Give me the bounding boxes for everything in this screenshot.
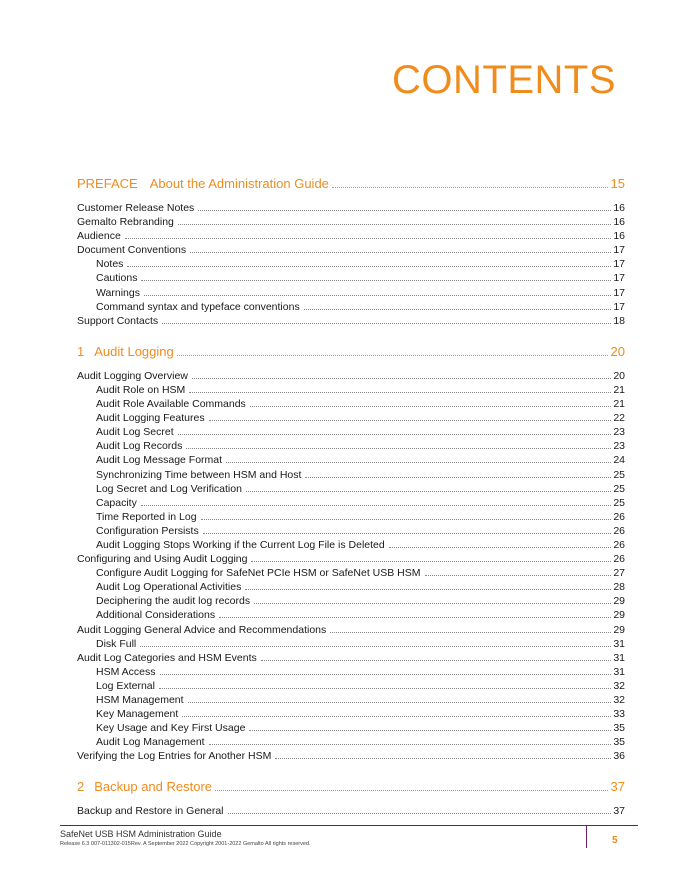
footer-rule — [60, 825, 638, 826]
chapter-number: 1 — [77, 343, 85, 359]
toc-entry[interactable] — [77, 201, 625, 215]
dot-leader — [141, 505, 611, 506]
toc-entry[interactable] — [77, 257, 625, 271]
toc-entry[interactable] — [77, 679, 625, 693]
dot-leader — [254, 603, 611, 604]
toc-entry-label: Gemalto Rebranding — [77, 216, 174, 229]
toc-entry[interactable] — [77, 804, 625, 818]
dot-leader — [215, 790, 608, 791]
dot-leader — [249, 730, 611, 731]
toc-entry-label: Backup and Restore in General — [77, 805, 224, 818]
toc-entry[interactable] — [77, 482, 625, 496]
toc-entry-page: 31 — [613, 637, 625, 650]
toc-entry-page: 16 — [613, 230, 625, 243]
toc-entry-page: 17 — [613, 258, 625, 271]
toc-entry[interactable] — [77, 665, 625, 679]
dot-leader — [190, 252, 611, 253]
toc-entry-page: 21 — [613, 398, 625, 411]
toc-entry-label: Warnings — [96, 286, 140, 299]
chapter-page-number: 15 — [610, 176, 625, 191]
toc-entry[interactable] — [77, 397, 625, 411]
toc-entry[interactable] — [77, 453, 625, 467]
dot-leader — [201, 519, 612, 520]
dot-leader — [189, 392, 611, 393]
toc-entry-page: 28 — [613, 581, 625, 594]
dot-leader — [178, 224, 611, 225]
toc-entry-label: Deciphering the audit log records — [96, 595, 251, 608]
toc-entry-label: Audit Logging Features — [96, 412, 205, 425]
toc-entry-page: 27 — [613, 567, 625, 580]
toc-entry-page: 24 — [613, 454, 625, 467]
toc-entry-label: Audit Logging General Advice and Recommendations — [77, 623, 327, 636]
toc-entry-page: 17 — [613, 244, 625, 257]
dot-leader — [177, 355, 608, 356]
toc-entry[interactable] — [77, 637, 625, 651]
toc-entry-page: 26 — [613, 524, 625, 537]
toc-entry-page: 31 — [613, 665, 625, 678]
toc-entry-label: Configuring and Using Audit Logging — [77, 553, 248, 566]
toc-entry-label: Audit Role on HSM — [96, 383, 186, 396]
toc-entry-label: Document Conventions — [77, 244, 187, 257]
toc-entry[interactable] — [77, 300, 625, 314]
toc-entry-page: 32 — [613, 679, 625, 692]
dot-leader — [209, 420, 612, 421]
dot-leader — [228, 813, 612, 814]
toc-entry-label: Synchronizing Time between HSM and Host — [96, 468, 302, 481]
toc-entry[interactable] — [77, 243, 625, 257]
toc-entry[interactable] — [77, 651, 625, 665]
footer-doc-title: SafeNet USB HSM Administration Guide — [60, 829, 222, 839]
toc-entry-page: 25 — [613, 482, 625, 495]
chapter-title: Backup and Restore — [94, 779, 213, 795]
dot-leader — [246, 491, 611, 492]
toc-entry-page: 25 — [613, 468, 625, 481]
toc-entry[interactable] — [77, 496, 625, 510]
toc-entry-page: 26 — [613, 538, 625, 551]
toc-entry-label: Audit Role Available Commands — [96, 398, 246, 411]
dot-leader — [125, 238, 612, 239]
dot-leader — [251, 561, 611, 562]
toc-entry-page: 33 — [613, 708, 625, 721]
toc-entry-page: 35 — [613, 736, 625, 749]
toc-entry-page: 23 — [613, 426, 625, 439]
toc-entry[interactable] — [77, 566, 625, 580]
toc-entry[interactable] — [77, 271, 625, 285]
toc-entry[interactable] — [77, 510, 625, 524]
toc-entry-label: Audit Logging Stops Working if the Current Log File is Deleted — [96, 538, 385, 551]
toc-entry-label: Command syntax and typeface conventions — [96, 300, 300, 313]
dot-leader — [160, 674, 612, 675]
toc-entry-label: Disk Full — [96, 637, 137, 650]
toc-entry-label: Time Reported in Log — [96, 510, 197, 523]
toc-entry-page: 18 — [613, 314, 625, 327]
toc-entry-page: 17 — [613, 286, 625, 299]
toc-entry-label: Audit Log Management — [96, 736, 205, 749]
dot-leader — [304, 309, 612, 310]
toc-entry-page: 23 — [613, 440, 625, 453]
toc-entry-page: 29 — [613, 609, 625, 622]
toc-entry[interactable] — [77, 215, 625, 229]
footer-divider — [586, 826, 587, 848]
dot-leader — [141, 280, 611, 281]
toc-entry-label: Audit Log Categories and HSM Events — [77, 651, 257, 664]
toc-entry-page: 26 — [613, 510, 625, 523]
toc-entry[interactable] — [77, 623, 625, 637]
toc-entry[interactable] — [77, 707, 625, 721]
toc-entry-page: 22 — [613, 412, 625, 425]
dot-leader — [425, 575, 612, 576]
toc-entry-label: Audit Logging Overview — [77, 369, 188, 382]
toc-entry[interactable] — [77, 594, 625, 608]
toc-entry[interactable] — [77, 721, 625, 735]
toc-entry-label: Key Usage and Key First Usage — [96, 722, 246, 735]
toc-entry-label: Additional Considerations — [96, 609, 216, 622]
toc-entry[interactable] — [77, 693, 625, 707]
toc-entry[interactable] — [77, 425, 625, 439]
chapter-title: Audit Logging — [94, 343, 174, 359]
toc-entry[interactable] — [77, 286, 625, 300]
toc-entry[interactable] — [77, 538, 625, 552]
toc-entry-label: Customer Release Notes — [77, 202, 195, 214]
toc-entry[interactable] — [77, 608, 625, 622]
toc-entry-page: 31 — [613, 651, 625, 664]
dot-leader — [192, 378, 611, 379]
toc-entry-label: Audit Log Message Format — [96, 454, 223, 467]
dot-leader — [140, 646, 611, 647]
toc-entry-label: Audit Log Operational Activities — [96, 581, 242, 594]
dot-leader — [219, 617, 611, 618]
toc-entry[interactable] — [77, 735, 625, 749]
toc-entry-page: 17 — [613, 272, 625, 285]
dot-leader — [178, 434, 612, 435]
toc-entry-page: 32 — [613, 694, 625, 706]
dot-leader — [226, 462, 611, 463]
footer-release-line: Release 6.3 007-011302-015Rev. A September 2022 Copyright 2001-2022 Gemalto All rights reserved. — [60, 841, 311, 847]
dot-leader — [203, 533, 612, 534]
toc-entry-label: Support Contacts — [77, 314, 159, 327]
dot-leader — [162, 323, 611, 324]
toc-entry-label: Notes — [96, 258, 124, 271]
chapter-prefix: PREFACE — [77, 176, 138, 191]
toc-entry-label: Configuration Persists — [96, 524, 199, 537]
toc-entry-label: Log External — [96, 679, 155, 692]
chapter-heading[interactable] — [77, 176, 625, 198]
dot-leader — [305, 477, 611, 478]
toc-entry-label: Verifying the Log Entries for Another HSM — [77, 750, 272, 763]
dot-leader — [389, 547, 612, 548]
dot-leader — [261, 660, 612, 661]
dot-leader — [332, 187, 608, 188]
toc-entry-label: Audience — [77, 230, 121, 243]
toc-entry[interactable] — [77, 552, 625, 566]
chapter-number: 2 — [77, 779, 85, 795]
toc-entry-label: Audit Log Secret — [96, 426, 174, 439]
toc-entry[interactable] — [77, 749, 625, 763]
dot-leader — [127, 266, 611, 267]
toc-entry-page: 21 — [613, 383, 625, 396]
toc-entry-label: Capacity — [96, 496, 137, 509]
dot-leader — [198, 210, 611, 211]
chapter-heading[interactable] — [77, 779, 625, 801]
toc-entry-page: 20 — [613, 369, 625, 382]
toc-entry-label: Cautions — [96, 272, 138, 285]
toc-entry[interactable] — [77, 580, 625, 594]
dot-leader — [209, 744, 612, 745]
dot-leader — [245, 589, 611, 590]
dot-leader — [186, 448, 611, 449]
toc-entry[interactable] — [77, 383, 625, 397]
chapter-page-number: 20 — [610, 343, 625, 359]
toc-entry-label: Configure Audit Logging for SafeNet PCIe HSM or SafeNet USB HSM — [96, 567, 421, 580]
dot-leader — [182, 716, 611, 717]
toc-entry-page: 17 — [613, 300, 625, 313]
page-title: CONTENTS — [392, 58, 616, 102]
dot-leader — [144, 295, 611, 296]
toc-entry-page: 16 — [613, 202, 625, 214]
chapter-title: About the Administration Guide — [149, 176, 329, 191]
toc-entry[interactable] — [77, 468, 625, 482]
toc-entry-page: 16 — [613, 216, 625, 229]
toc-entry[interactable] — [77, 369, 625, 383]
toc-entry-label: Audit Log Records — [96, 440, 183, 453]
chapter-heading[interactable] — [77, 344, 625, 366]
toc-entry-page: 37 — [613, 805, 625, 818]
toc-entry-label: HSM Management — [96, 694, 184, 706]
toc-entry[interactable] — [77, 411, 625, 425]
toc-entry[interactable] — [77, 229, 625, 243]
toc-entry[interactable] — [77, 439, 625, 453]
table-of-contents — [77, 176, 625, 829]
dot-leader — [330, 632, 611, 633]
toc-entry-page: 26 — [613, 553, 625, 566]
dot-leader — [275, 758, 611, 759]
dot-leader — [250, 406, 612, 407]
toc-entry-page: 29 — [613, 623, 625, 636]
dot-leader — [159, 688, 611, 689]
toc-entry-page: 25 — [613, 496, 625, 509]
toc-entry-label: Log Secret and Log Verification — [96, 482, 242, 495]
toc-entry-label: Key Management — [96, 708, 179, 721]
dot-leader — [188, 702, 612, 703]
toc-entry-label: HSM Access — [96, 665, 156, 678]
toc-entry-page: 29 — [613, 595, 625, 608]
toc-entry[interactable] — [77, 314, 625, 328]
footer-page-number: 5 — [612, 835, 618, 846]
toc-entry[interactable] — [77, 524, 625, 538]
toc-entry-page: 36 — [613, 750, 625, 763]
toc-entry-page: 35 — [613, 722, 625, 735]
chapter-page-number: 37 — [610, 779, 625, 795]
